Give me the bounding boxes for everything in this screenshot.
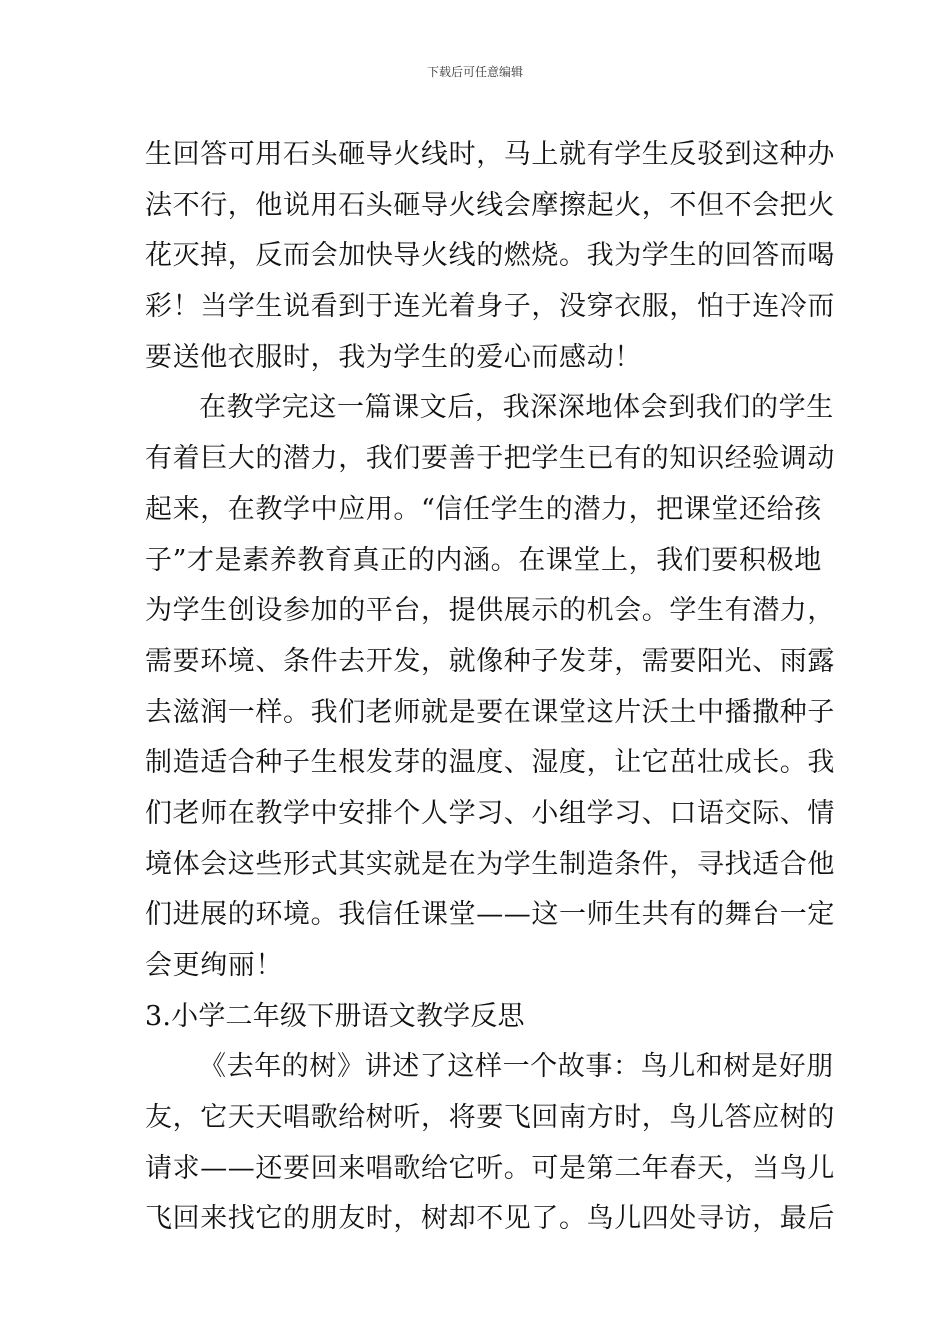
body-line: 花灭掉，反而会加快导火线的燃烧。我为学生的回答而喝 xyxy=(145,240,835,272)
body-line: 制造适合种子生根发芽的温度、湿度，让它茁壮成长。我 xyxy=(145,747,835,779)
body-line: 需要环境、条件去开发，就像种子发芽，需要阳光、雨露 xyxy=(145,645,835,677)
body-line: 生回答可用石头砸导火线时，马上就有学生反驳到这种办 xyxy=(145,139,835,170)
body-line: 法不行，他说用石头砸导火线会摩擦起火，不但不会把火 xyxy=(145,189,835,221)
body-line: 们老师在教学中安排个人学习、小组学习、口语交际、情 xyxy=(145,797,835,829)
body-line: 友，它天天唱歌给树听，将要飞回南方时，鸟儿答应树的 xyxy=(145,1102,835,1134)
section-heading: 3.小学二年级下册语文教学反思 xyxy=(145,1000,525,1032)
page-header: 下载后可任意编辑 xyxy=(426,65,523,79)
body-line: 要送他衣服时，我为学生的爱心而感动！ xyxy=(145,341,642,373)
paragraph-first-line: 在教学完这一篇课文后，我深深地体会到我们的学生 xyxy=(199,392,834,424)
body-line: 去滋润一样。我们老师就是要在课堂这片沃土中播撒种子 xyxy=(145,696,835,728)
paragraph-first-line: 《去年的树》讲述了这样一个故事：鸟儿和树是好朋 xyxy=(199,1051,834,1083)
body-line: 为学生创设参加的平台，提供展示的机会。学生有潜力， xyxy=(145,595,835,627)
body-line: 请求——还要回来唱歌给它听。可是第二年春天，当鸟儿 xyxy=(145,1152,835,1184)
document-body xyxy=(145,130,835,1245)
body-line: 境体会这些形式其实就是在为学生制造条件，寻找适合他 xyxy=(145,848,835,880)
body-line: 会更绚丽！ xyxy=(145,950,283,981)
body-line: 飞回来找它的朋友时，树却不见了。鸟儿四处寻访，最后 xyxy=(145,1203,835,1235)
body-line: 起来，在教学中应用。“信任学生的潜力，把课堂还给孩 xyxy=(145,493,822,525)
body-line: 彩！当学生说看到于连光着身子，没穿衣服，怕于连冷而 xyxy=(145,291,835,323)
body-line: 子”才是素养教育真正的内涵。在课堂上，我们要积极地 xyxy=(145,544,822,576)
body-line: 们进展的环境。我信任课堂——这一师生共有的舞台一定 xyxy=(145,899,835,931)
body-line: 有着巨大的潜力，我们要善于把学生已有的知识经验调动 xyxy=(145,443,835,475)
